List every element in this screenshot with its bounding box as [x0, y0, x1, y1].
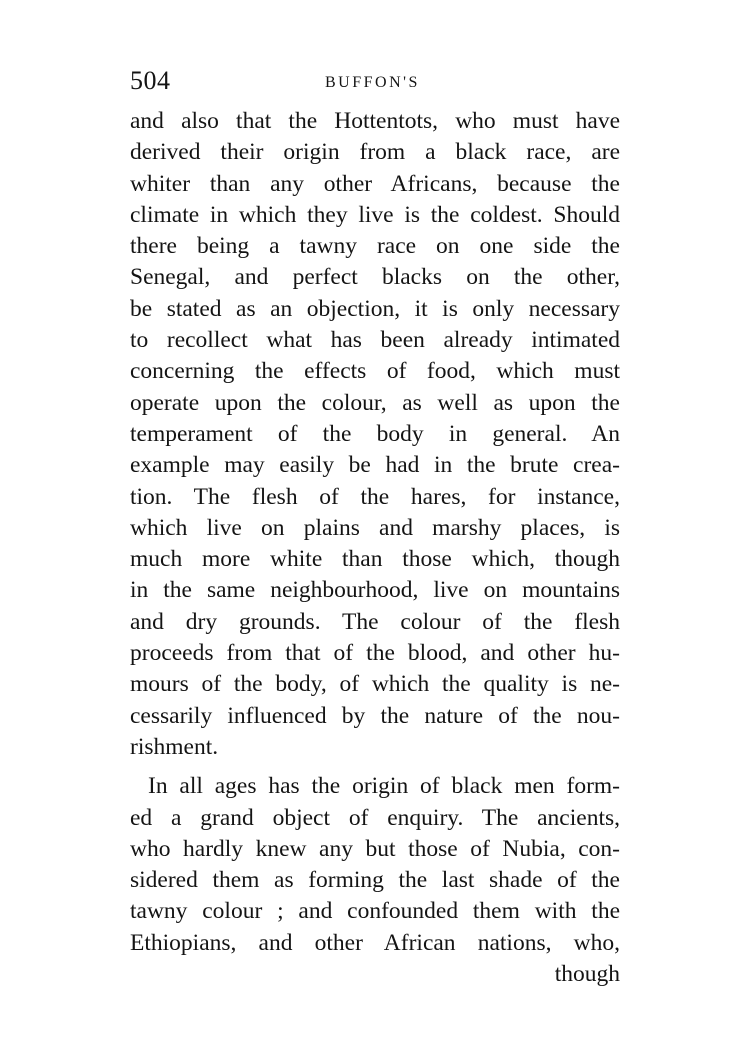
text-line: sidered them as forming the last shade of the — [130, 867, 620, 894]
text-line: Ethiopians, and other African nations, who, — [130, 929, 620, 956]
text-line: concerning the effects of food, which must — [130, 358, 620, 385]
text-line: proceeds from that of the blood, and other hu- — [130, 640, 620, 667]
text-line: operate upon the colour, as well as upon the — [130, 389, 620, 416]
text-line: there being a tawny race on one side the — [130, 233, 620, 260]
text-line: whiter than any other Africans, because the — [130, 170, 620, 197]
text-line: tion. The flesh of the hares, for instance, — [130, 483, 620, 510]
text-line: cessarily influenced by the nature of the nou- — [130, 702, 620, 729]
paragraph-1 — [130, 106, 620, 763]
page-number: 504 — [130, 66, 171, 95]
catchword: though — [554, 961, 620, 988]
running-title: BUFFON'S — [325, 74, 420, 91]
text-line: much more white than those which, though — [130, 546, 620, 573]
text-line: rishment. — [130, 733, 219, 760]
text-line: example may easily be had in the brute crea- — [130, 452, 620, 479]
text-line: derived their origin from a black race, are — [130, 139, 620, 166]
running-head — [130, 66, 620, 102]
text-line: climate in which they live is the coldest. Should — [130, 201, 620, 228]
text-line: In all ages has the origin of black men form- — [148, 773, 620, 800]
text-line: tawny colour ; and confounded them with the — [130, 898, 620, 925]
text-line: temperament of the body in general. An — [130, 420, 620, 447]
text-line: be stated as an objection, it is only necessary — [130, 295, 620, 322]
text-line: to recollect what has been already intimated — [130, 327, 620, 354]
body-text — [130, 106, 620, 990]
text-line: mours of the body, of which the quality is ne- — [130, 671, 620, 698]
text-line: in the same neighbourhood, live on mountains — [130, 577, 620, 604]
text-line: ed a grand object of enquiry. The ancients, — [130, 804, 620, 831]
text-line: and also that the Hottentots, who must have — [130, 108, 620, 134]
text-line: which live on plains and marshy places, is — [130, 514, 620, 541]
text-line: Senegal, and perfect blacks on the other, — [130, 264, 620, 291]
paragraph-2 — [130, 771, 620, 990]
paragraph-gap — [130, 763, 620, 771]
text-line: and dry grounds. The colour of the flesh — [130, 608, 620, 635]
text-line: who hardly knew any but those of Nubia, con- — [130, 835, 620, 862]
